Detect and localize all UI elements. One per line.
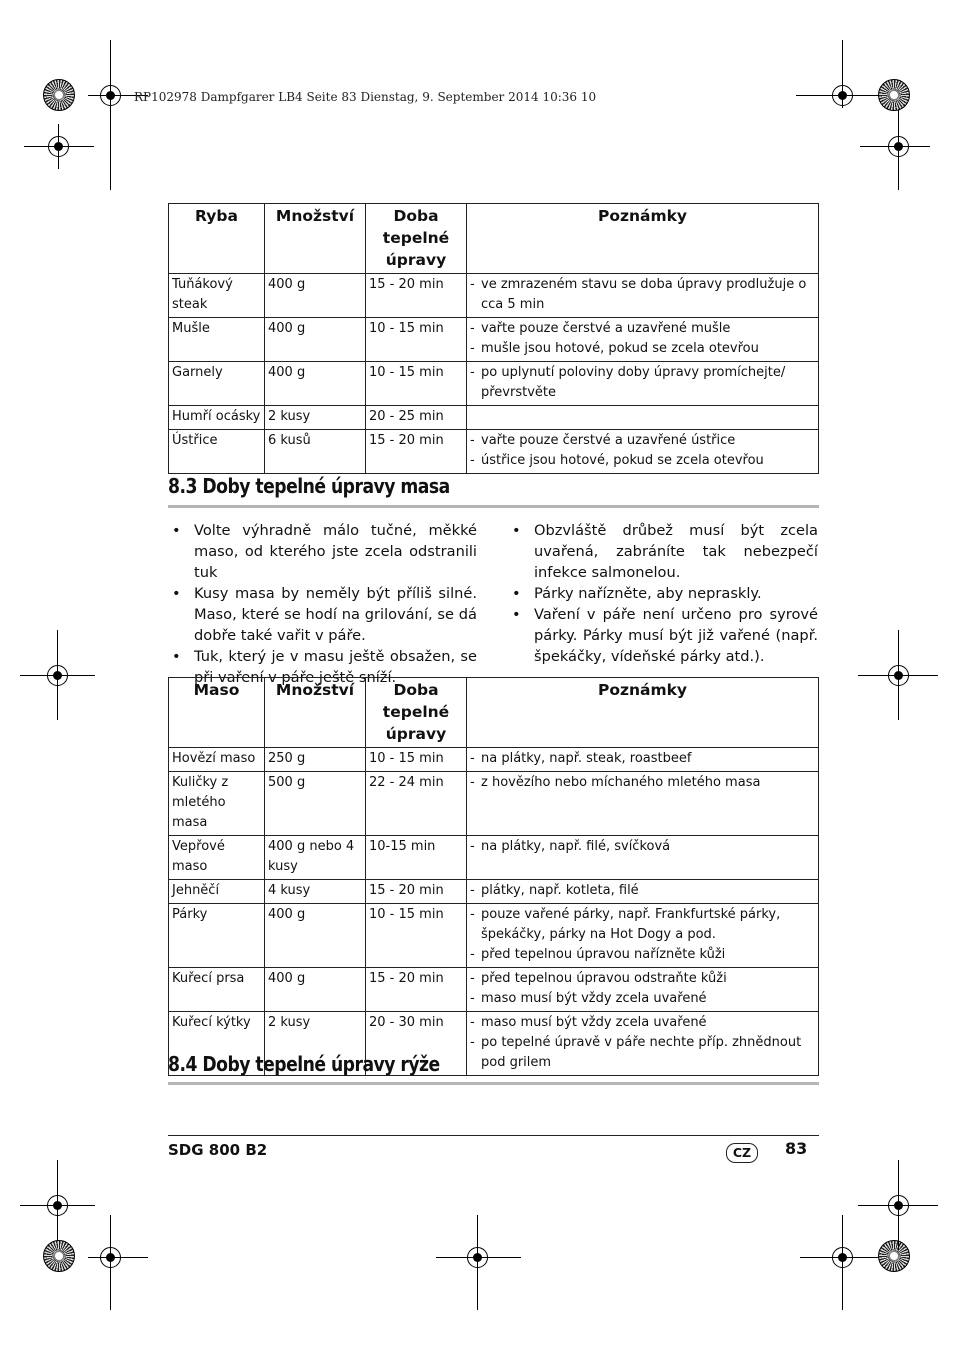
column-header: Doba tepelné úpravy	[366, 678, 467, 748]
dash-marker: -	[470, 277, 475, 292]
dash-marker: -	[470, 365, 475, 380]
column-header: Poznámky	[467, 204, 819, 274]
note-item	[469, 1033, 815, 1073]
dash-marker: -	[470, 321, 475, 336]
fish-cooking-table	[168, 203, 819, 474]
cell-item: Kuřecí kýtky	[169, 1012, 265, 1076]
note-text: před tepelnou úpravou nařízněte kůži	[481, 947, 726, 962]
table-row	[169, 406, 819, 430]
cell-time: 10 - 15 min	[366, 318, 467, 362]
cell-item: Kuřecí prsa	[169, 968, 265, 1012]
note-item	[469, 363, 815, 403]
language-badge: CZ	[726, 1143, 758, 1163]
note-item	[469, 837, 815, 857]
note-text: na plátky, např. filé, svíčková	[481, 839, 671, 854]
note-text: z hovězího nebo míchaného mletého masa	[481, 775, 761, 790]
dash-marker: -	[470, 751, 475, 766]
cell-quantity: 400 g nebo 4 kusy	[265, 836, 366, 880]
column-header: Poznámky	[467, 678, 819, 748]
cell-notes	[467, 904, 819, 968]
cell-quantity: 2 kusy	[265, 406, 366, 430]
cell-item: Hovězí maso	[169, 748, 265, 772]
cell-item: Tuňákový steak	[169, 274, 265, 318]
list-item: • Párky nařízněte, aby nepraskly.	[508, 583, 818, 604]
note-text: ve zmrazeném stavu se doba úpravy prodlužuje o cca 5 min	[481, 277, 807, 312]
dash-marker: -	[470, 453, 475, 468]
cell-time: 10-15 min	[366, 836, 467, 880]
registration-mark-top-left	[24, 124, 94, 194]
color-target-icon	[43, 1240, 75, 1272]
table-header-row	[169, 678, 819, 748]
table-row	[169, 748, 819, 772]
note-text: před tepelnou úpravou odstraňte kůži	[481, 971, 727, 986]
dash-marker: -	[470, 839, 475, 854]
registration-mark-top-left-2	[88, 40, 158, 190]
cell-notes	[467, 968, 819, 1012]
cell-item: Párky	[169, 904, 265, 968]
note-text: po uplynutí poloviny doby úpravy promíchejte/ převrstvěte	[481, 365, 786, 400]
cell-item: Garnely	[169, 362, 265, 406]
table-row	[169, 772, 819, 836]
cell-time: 10 - 15 min	[366, 904, 467, 968]
registration-mark-mid-right	[858, 630, 954, 720]
cell-notes	[467, 1012, 819, 1076]
note-text: na plátky, např. steak, roastbeef	[481, 751, 692, 766]
meat-tips-left	[168, 520, 477, 688]
cell-time: 15 - 20 min	[366, 274, 467, 318]
note-item	[469, 969, 815, 989]
table-row	[169, 880, 819, 904]
note-item	[469, 1013, 815, 1033]
column-header: Maso	[169, 678, 265, 748]
table-row	[169, 836, 819, 880]
cell-item: Kuličky z mletého masa	[169, 772, 265, 836]
cell-notes	[467, 836, 819, 880]
note-text: maso musí být vždy zcela uvařené	[481, 991, 707, 1006]
dash-marker: -	[470, 907, 475, 922]
cell-quantity: 2 kusy	[265, 1012, 366, 1076]
footer-rule	[168, 1135, 819, 1136]
cell-time: 15 - 20 min	[366, 880, 467, 904]
list-item: • Volte výhradně málo tučné, měkké maso, od kterého jste zcela odstranili tuk	[168, 520, 477, 583]
column-header: Doba tepelné úpravy	[366, 204, 467, 274]
cell-quantity: 400 g	[265, 904, 366, 968]
cell-notes	[467, 772, 819, 836]
cell-item: Humří ocásky	[169, 406, 265, 430]
note-item	[469, 881, 815, 901]
cell-notes	[467, 318, 819, 362]
section-rule	[168, 1082, 819, 1085]
table-row	[169, 274, 819, 318]
registration-mark-bottom-center	[436, 1215, 526, 1310]
list-item: • Kusy masa by neměly být příliš silné. Maso, které se hodí na grilování, se dá dobře také vařit v páře.	[168, 583, 477, 646]
cell-time: 15 - 20 min	[366, 968, 467, 1012]
column-header: Množství	[265, 204, 366, 274]
note-text: maso musí být vždy zcela uvařené	[481, 1015, 707, 1030]
column-header: Ryba	[169, 204, 265, 274]
list-item: • Obzvláště drůbež musí být zcela uvařená, zabráníte tak nebezpečí infekce salmonelou.	[508, 520, 818, 583]
table-row	[169, 904, 819, 968]
cell-time: 22 - 24 min	[366, 772, 467, 836]
table-row	[169, 430, 819, 474]
dash-marker: -	[470, 775, 475, 790]
registration-mark-bottom-right	[858, 1160, 954, 1250]
cell-notes	[467, 880, 819, 904]
table-row	[169, 968, 819, 1012]
registration-mark-bottom-left-2	[88, 1215, 158, 1310]
note-item	[469, 989, 815, 1009]
cell-item: Vepřové maso	[169, 836, 265, 880]
cell-quantity: 400 g	[265, 274, 366, 318]
section-rule	[168, 505, 819, 508]
dash-marker: -	[470, 341, 475, 356]
dash-marker: -	[470, 947, 475, 962]
cell-quantity: 400 g	[265, 318, 366, 362]
cell-notes	[467, 362, 819, 406]
dash-marker: -	[470, 991, 475, 1006]
note-item	[469, 319, 815, 339]
note-item	[469, 945, 815, 965]
cell-notes	[467, 430, 819, 474]
dash-marker: -	[470, 1015, 475, 1030]
note-text: plátky, např. kotleta, filé	[481, 883, 639, 898]
cell-quantity: 400 g	[265, 968, 366, 1012]
meat-tips-right	[508, 520, 818, 667]
cell-quantity: 500 g	[265, 772, 366, 836]
note-item	[469, 339, 815, 359]
cell-item: Jehněčí	[169, 880, 265, 904]
cell-time: 10 - 15 min	[366, 748, 467, 772]
dash-marker: -	[470, 883, 475, 898]
note-item	[469, 905, 815, 945]
dash-marker: -	[470, 433, 475, 448]
print-header: RP102978 Dampfgarer LB4 Seite 83 Dienstag, 9. September 2014 10:36 10	[134, 90, 597, 104]
dash-marker: -	[470, 1035, 475, 1050]
color-target-icon	[43, 79, 75, 111]
list-item: • Tuk, který je v masu ještě obsažen, se při vaření v páře ještě sníží.	[168, 646, 477, 688]
table-row	[169, 318, 819, 362]
note-item	[469, 773, 815, 793]
note-text: pouze vařené párky, např. Frankfurtské párky, špekáčky, párky na Hot Dogy a pod.	[481, 907, 781, 942]
note-text: po tepelné úpravě v páře nechte příp. zhnědnout pod grilem	[481, 1035, 802, 1070]
page-number: 83	[785, 1139, 808, 1158]
note-text: vařte pouze čerstvé a uzavřené ústřice	[481, 433, 736, 448]
section-title-meat: 8.3 Doby tepelné úpravy masa	[168, 474, 450, 498]
registration-mark-mid-left	[20, 630, 100, 720]
cell-item: Mušle	[169, 318, 265, 362]
cell-notes	[467, 748, 819, 772]
cell-notes	[467, 406, 819, 430]
column-header: Množství	[265, 678, 366, 748]
cell-item: Ústřice	[169, 430, 265, 474]
cell-quantity: 6 kusů	[265, 430, 366, 474]
cell-quantity: 4 kusy	[265, 880, 366, 904]
color-target-icon	[878, 79, 910, 111]
note-item	[469, 275, 815, 315]
cell-quantity: 250 g	[265, 748, 366, 772]
cell-time: 10 - 15 min	[366, 362, 467, 406]
note-item	[469, 451, 815, 471]
model-number: SDG 800 B2	[168, 1141, 268, 1159]
cell-time: 20 - 30 min	[366, 1012, 467, 1076]
table-row	[169, 362, 819, 406]
cell-quantity: 400 g	[265, 362, 366, 406]
note-text: ústřice jsou hotové, pokud se zcela otevřou	[481, 453, 764, 468]
registration-mark-top-right	[860, 110, 954, 190]
list-item: • Vaření v páře není určeno pro syrové párky. Párky musí být již vařené (např. špekáčky, vídeňské párky atd.).	[508, 604, 818, 667]
note-item	[469, 431, 815, 451]
section-title-rice: 8.4 Doby tepelné úpravy rýže	[168, 1052, 440, 1076]
table-header-row	[169, 204, 819, 274]
meat-cooking-table	[168, 677, 819, 1076]
cell-time: 20 - 25 min	[366, 406, 467, 430]
note-text: vařte pouze čerstvé a uzavřené mušle	[481, 321, 731, 336]
cell-notes	[467, 274, 819, 318]
cell-time: 15 - 20 min	[366, 430, 467, 474]
note-item	[469, 749, 815, 769]
dash-marker: -	[470, 971, 475, 986]
note-text: mušle jsou hotové, pokud se zcela otevřou	[481, 341, 759, 356]
